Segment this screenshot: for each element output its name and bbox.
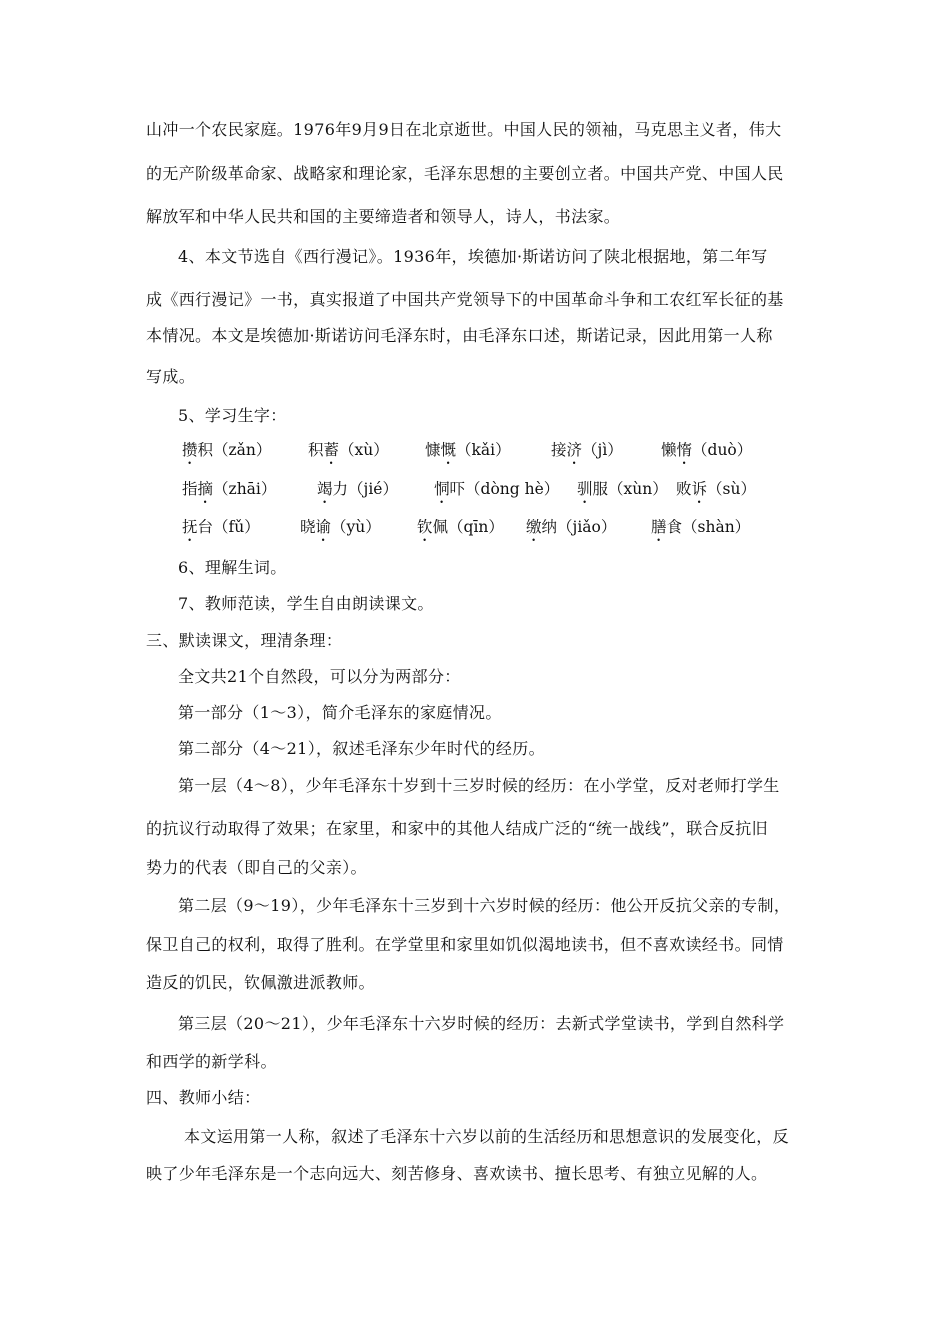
- text-line: 映了少年毛泽东是一个志向远大、刻苦修身、喜欢读书、擅长思考、有独立见解的人。: [146, 1164, 768, 1183]
- vocab-entry: 攒积（zǎn）: [182, 441, 272, 459]
- vocab-entry: 竭力（jié）: [317, 480, 398, 498]
- text-line: 的无产阶级革命家、战略家和理论家，毛泽东思想的主要创立者。中国共产党、中国人民: [146, 164, 784, 183]
- section-heading: 四、教师小结：: [146, 1088, 261, 1107]
- text-line: 成《西行漫记》一书，真实报道了中国共产党领导下的中国革命斗争和工农红军长征的基: [146, 290, 784, 309]
- item-heading: 7、教师范读，学生自由朗读课文。: [178, 594, 434, 613]
- vocab-entry: 接济（jì）: [551, 441, 623, 459]
- vocab-entry: 指摘（zhāi）: [182, 480, 277, 498]
- text-line: 第三层（20～21），少年毛泽东十六岁时候的经历：去新式学堂读书，学到自然科学: [178, 1014, 785, 1033]
- vocab-entry: 晓谕（yù）: [300, 518, 381, 536]
- text-line: 势力的代表（即自己的父亲）。: [146, 858, 367, 877]
- text-line: 和西学的新学科。: [146, 1052, 277, 1071]
- text-line: 山冲一个农民家庭。1976年9月9日在北京逝世。中国人民的领袖，马克思主义者，伟大: [146, 120, 782, 139]
- text-line: 造反的饥民，钦佩激进派教师。: [146, 973, 375, 992]
- text-line: 4、本文节选自《西行漫记》。1936年，埃德加·斯诺访问了陕北根据地，第二年写: [178, 247, 768, 266]
- vocab-entry: 抚台（fǔ）: [182, 518, 260, 536]
- text-line: 解放军和中华人民共和国的主要缔造者和领导人，诗人，书法家。: [146, 207, 621, 226]
- text-line: 保卫自己的权利，取得了胜利。在学堂里和家里如饥似渴地读书，但不喜欢读经书。同情: [146, 935, 784, 954]
- item-heading: 5、学习生字：: [178, 406, 287, 425]
- vocab-entry: 败诉（sù）: [676, 480, 756, 498]
- text-line: 的抗议行动取得了效果；在家里，和家中的其他人结成广泛的“统一战线”，联合反抗旧: [146, 819, 769, 838]
- vocab-entry: 恫吓（dòng hè）: [434, 480, 560, 498]
- text-line: 本情况。本文是埃德加·斯诺访问毛泽东时，由毛泽东口述，斯诺记录，因此用第一人称: [146, 326, 773, 345]
- text-line: 写成。: [146, 367, 196, 386]
- vocab-entry: 钦佩（qīn）: [417, 518, 504, 536]
- section-heading: 三、默读课文，理清条理：: [146, 631, 343, 650]
- text-line: 第二部分（4～21），叙述毛泽东少年时代的经历。: [178, 739, 545, 758]
- vocab-entry: 缴纳（jiǎo）: [526, 518, 617, 536]
- text-line: 第一层（4～8），少年毛泽东十岁到十三岁时候的经历：在小学堂，反对老师打学生: [178, 776, 780, 795]
- text-line: 第二层（9～19），少年毛泽东十三岁到十六岁时候的经历：他公开反抗父亲的专制，: [178, 896, 791, 915]
- text-line: 全文共21个自然段，可以分为两部分：: [178, 667, 461, 686]
- vocab-entry: 慷慨（kǎi）: [425, 441, 511, 459]
- vocab-entry: 懒惰（duò）: [661, 441, 753, 459]
- text-line: 本文运用第一人称，叙述了毛泽东十六岁以前的生活经历和思想意识的发展变化，反: [184, 1127, 789, 1146]
- item-heading: 6、理解生词。: [178, 558, 287, 577]
- text-line: 第一部分（1～3），简介毛泽东的家庭情况。: [178, 703, 502, 722]
- vocab-entry: 膳食（shàn）: [651, 518, 751, 536]
- vocab-entry: 驯服（xùn）: [577, 480, 668, 498]
- vocab-entry: 积蓄（xù）: [308, 441, 389, 459]
